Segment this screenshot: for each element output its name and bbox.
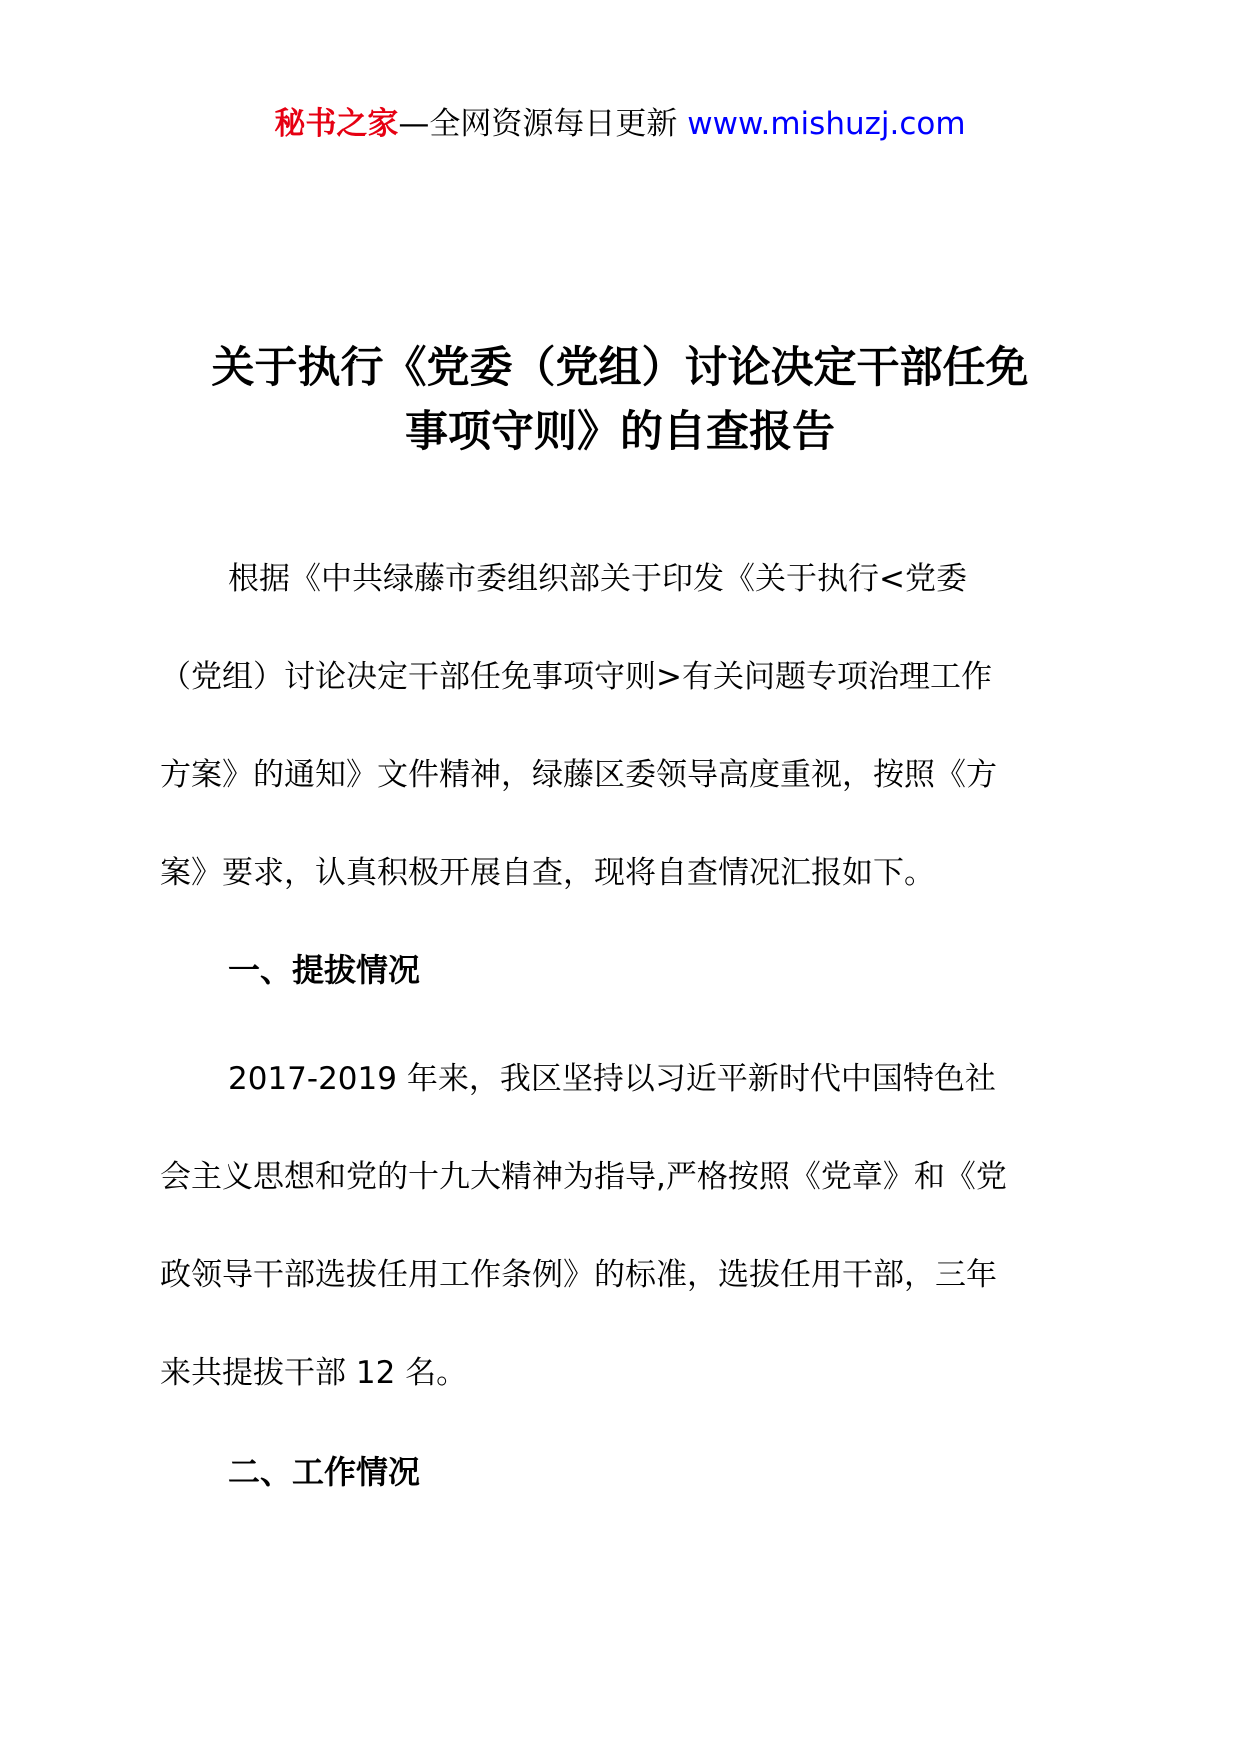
document-title-line-1: 关于执行《党委（党组）讨论决定干部任免 <box>211 343 1029 393</box>
site-tagline: —全网资源每日更新 <box>398 106 678 142</box>
paragraph-line: 政领导干部选拔任用工作条例》的标准，选拔任用干部，三年 <box>160 1257 997 1293</box>
paragraph-promotion <box>160 1030 1100 1422</box>
site-url-link[interactable]: www.mishuzj.com <box>687 106 966 142</box>
paragraph-line: 方案》的通知》文件精神，绿藤区委领导高度重视，按照《方 <box>160 757 997 793</box>
paragraph-line: 案》要求，认真积极开展自查，现将自查情况汇报如下。 <box>160 855 935 891</box>
paragraph-line: 2017-2019 年来，我区坚持以习近平新时代中国特色社 <box>228 1061 996 1097</box>
paragraph-line: （党组）讨论决定干部任免事项守则>有关问题专项治理工作 <box>160 659 992 695</box>
paragraph-line: 根据《中共绿藤市委组织部关于印发《关于执行<党委 <box>228 561 967 597</box>
document-title-line-2: 事项守则》的自查报告 <box>405 407 835 457</box>
site-brand: 秘书之家 <box>274 106 399 142</box>
paragraph-line: 来共提拔干部 12 名。 <box>160 1355 468 1391</box>
site-header <box>0 104 1240 144</box>
section-heading-work: 二、工作情况 <box>228 1453 421 1491</box>
paragraph-line: 会主义思想和党的十九大精神为指导,严格按照《党章》和《党 <box>160 1159 1007 1195</box>
section-heading-promotion: 一、提拔情况 <box>228 951 421 989</box>
document-title <box>160 336 1080 464</box>
paragraph-intro <box>160 530 1100 922</box>
